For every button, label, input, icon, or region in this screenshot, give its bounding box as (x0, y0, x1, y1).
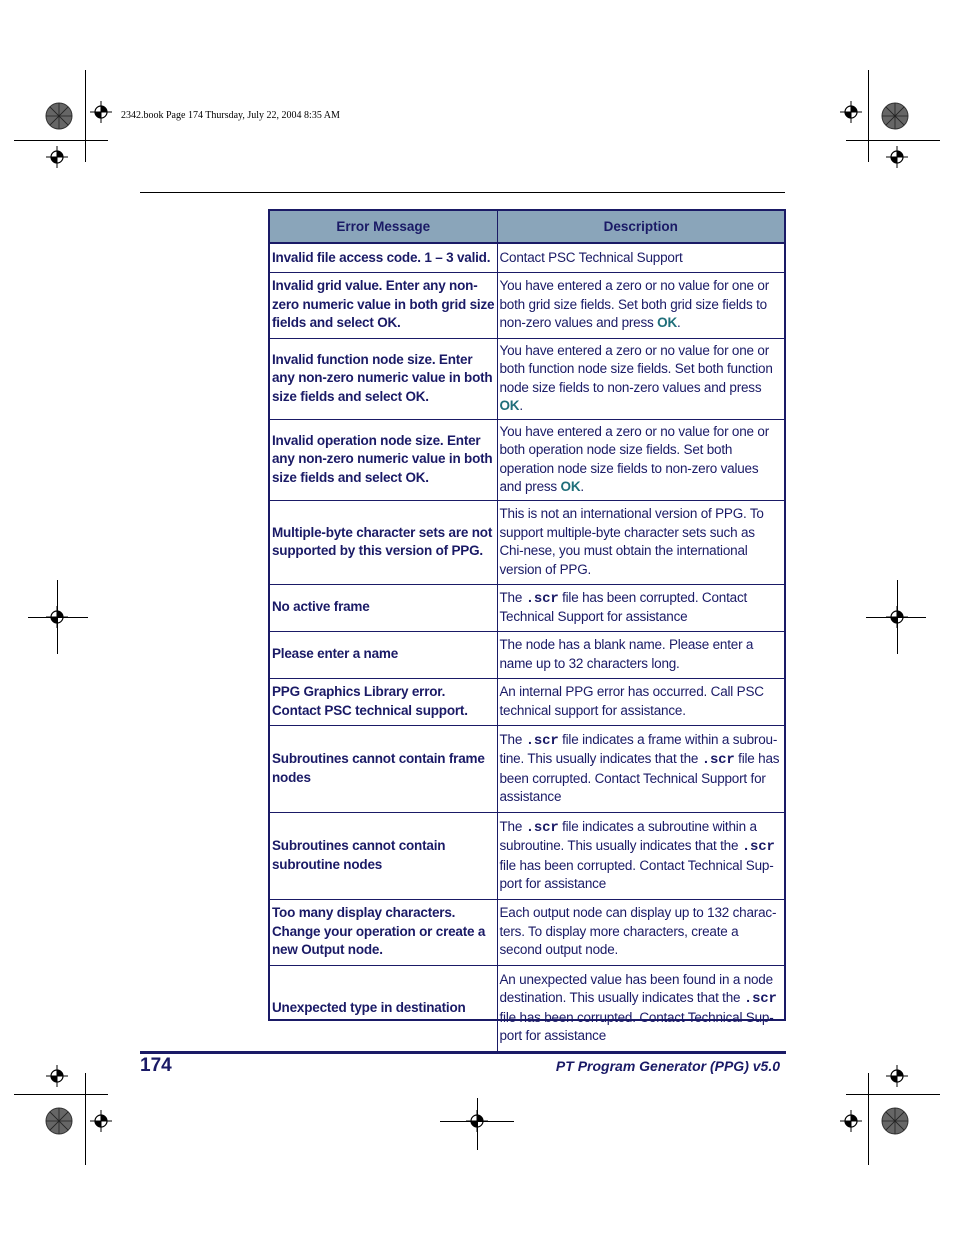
registration-mark-icon (90, 101, 112, 123)
description-text: You have entered a zero or no value for one or both operation node size fields. Set both operation node size fields to non-zero values and press (499, 423, 769, 494)
error-message-cell: Subroutines cannot contain subroutine nodes (270, 812, 497, 899)
table-row (270, 725, 784, 812)
crop-mark (440, 1121, 514, 1122)
error-message-cell: No active frame (270, 584, 497, 631)
description-cell (497, 243, 784, 272)
description-text: The (499, 731, 526, 747)
description-cell (497, 584, 784, 631)
description-text: file indicates a frame within a subrou-tine. This usually indicates that the (499, 731, 778, 766)
error-message-cell: Invalid file access code. 1 – 3 valid. (270, 243, 497, 272)
description-text: The (499, 589, 526, 605)
printer-sunburst-icon (45, 1107, 73, 1135)
description-cell (497, 272, 784, 338)
description-text: Contact PSC Technical Support (499, 249, 683, 265)
description-cell (497, 965, 784, 1051)
registration-mark-icon (46, 146, 68, 168)
scr-file-extension: .scr (743, 991, 777, 1008)
crop-mark (846, 1094, 940, 1095)
ok-keyword: OK (657, 315, 678, 331)
table-row (270, 812, 784, 899)
ok-keyword: OK (560, 479, 581, 494)
column-header-error-message: Error Message (270, 211, 497, 243)
error-message-cell: Invalid grid value. Enter any non-zero numeric value in both grid size fields and select OK. (270, 272, 497, 338)
description-text: file has been corrupted. Contact Technical Sup-port for assistance (499, 857, 774, 891)
error-message-cell: Multiple-byte character sets are not supported by this version of PPG. (270, 500, 497, 584)
crop-mark (85, 1073, 86, 1165)
scr-file-extension: .scr (525, 732, 559, 749)
description-cell (497, 419, 784, 500)
description-cell (497, 631, 784, 678)
registration-mark-icon (840, 101, 862, 123)
description-text: file has been corrupted. Contact Technical Support for assistance (499, 589, 748, 624)
table-header-row (270, 211, 784, 243)
crop-mark (477, 1098, 478, 1150)
description-text: file indicates a subroutine within a subroutine. This usually indicates that the (499, 818, 757, 853)
description-cell (497, 899, 784, 965)
crop-mark (14, 140, 108, 141)
page-number: 174 (140, 1055, 172, 1076)
description-text: An internal PPG error has occurred. Call PSC technical support for assistance. (499, 684, 764, 718)
scr-file-extension: .scr (525, 819, 559, 836)
error-message-cell: PPG Graphics Library error. Contact PSC technical support. (270, 678, 497, 725)
description-cell (497, 678, 784, 725)
description-text: An unexpected value has been found in a node destination. This usually indicates that the (499, 971, 773, 1006)
description-text: This is not an international version of PPG. To support multiple-byte character sets such as Chi-nese, you must obtain the international version of PPG. (499, 506, 764, 577)
crop-mark (868, 70, 869, 162)
table-row (270, 965, 784, 1051)
description-text: Each output node can display up to 132 charac-ters. To display more characters, create a second output node. (499, 905, 777, 958)
description-text: . (519, 398, 523, 413)
crop-mark (866, 617, 926, 618)
table-row (270, 338, 784, 419)
registration-mark-icon (90, 1110, 112, 1132)
description-cell (497, 500, 784, 584)
error-message-cell: Subroutines cannot contain frame nodes (270, 725, 497, 812)
description-text: You have entered a zero or no value for one or both function node size fields. Set both function node size fields to non-zero values and press (499, 342, 773, 395)
description-cell (497, 812, 784, 899)
crop-mark (85, 70, 86, 162)
table-row (270, 899, 784, 965)
table-row (270, 500, 784, 584)
error-message-cell: Unexpected type in destination (270, 965, 497, 1051)
error-message-table (268, 209, 786, 1044)
running-footer-title: PT Program Generator (PPG) v5.0 (555, 1058, 780, 1074)
footer-rule (140, 1051, 786, 1054)
table-row (270, 631, 784, 678)
error-message-cell: Invalid function node size. Enter any non-zero numeric value in both size fields and select OK. (270, 338, 497, 419)
crop-mark (868, 1073, 869, 1165)
table-row (270, 584, 784, 631)
printer-sunburst-icon (45, 102, 73, 130)
table-row (270, 419, 784, 500)
registration-mark-icon (886, 146, 908, 168)
printer-sunburst-icon (881, 102, 909, 130)
registration-mark-icon (46, 1065, 68, 1087)
description-text: You have entered a zero or no value for one or both grid size fields. Set both grid size fields to non-zero values and press (499, 278, 769, 331)
error-message-cell: Invalid operation node size. Enter any non-zero numeric value in both size fields and select OK. (270, 419, 497, 500)
crop-mark (28, 617, 88, 618)
error-message-cell: Please enter a name (270, 631, 497, 678)
ok-keyword: OK (499, 398, 520, 413)
top-rule (140, 192, 785, 193)
description-cell (497, 725, 784, 812)
column-header-description: Description (497, 211, 784, 243)
scr-file-extension: .scr (741, 839, 775, 855)
scr-file-extension: .scr (701, 752, 735, 768)
error-message-cell: Too many display characters. Change your operation or create a new Output node. (270, 899, 497, 965)
description-text: The (499, 818, 526, 834)
description-cell (497, 338, 784, 419)
table-body (270, 243, 784, 1051)
crop-mark (846, 140, 940, 141)
crop-mark (14, 1094, 108, 1095)
description-text: file has been corrupted. Contact Technical Support for assistance (499, 751, 780, 804)
description-text: The node has a blank name. Please enter a name up to 32 characters long. (499, 637, 754, 671)
registration-mark-icon (840, 1110, 862, 1132)
table-row (270, 678, 784, 725)
description-text: . (580, 479, 584, 494)
scr-file-extension: .scr (525, 590, 559, 607)
description-text: file has been corrupted. Contact Technical Sup-port for assistance (499, 1009, 774, 1044)
table-row (270, 272, 784, 338)
registration-mark-icon (886, 1065, 908, 1087)
table-row (270, 243, 784, 272)
header-stamp: 2342.book Page 174 Thursday, July 22, 2004 8:35 AM (121, 110, 340, 121)
printer-sunburst-icon (881, 1107, 909, 1135)
description-text: . (677, 315, 681, 331)
